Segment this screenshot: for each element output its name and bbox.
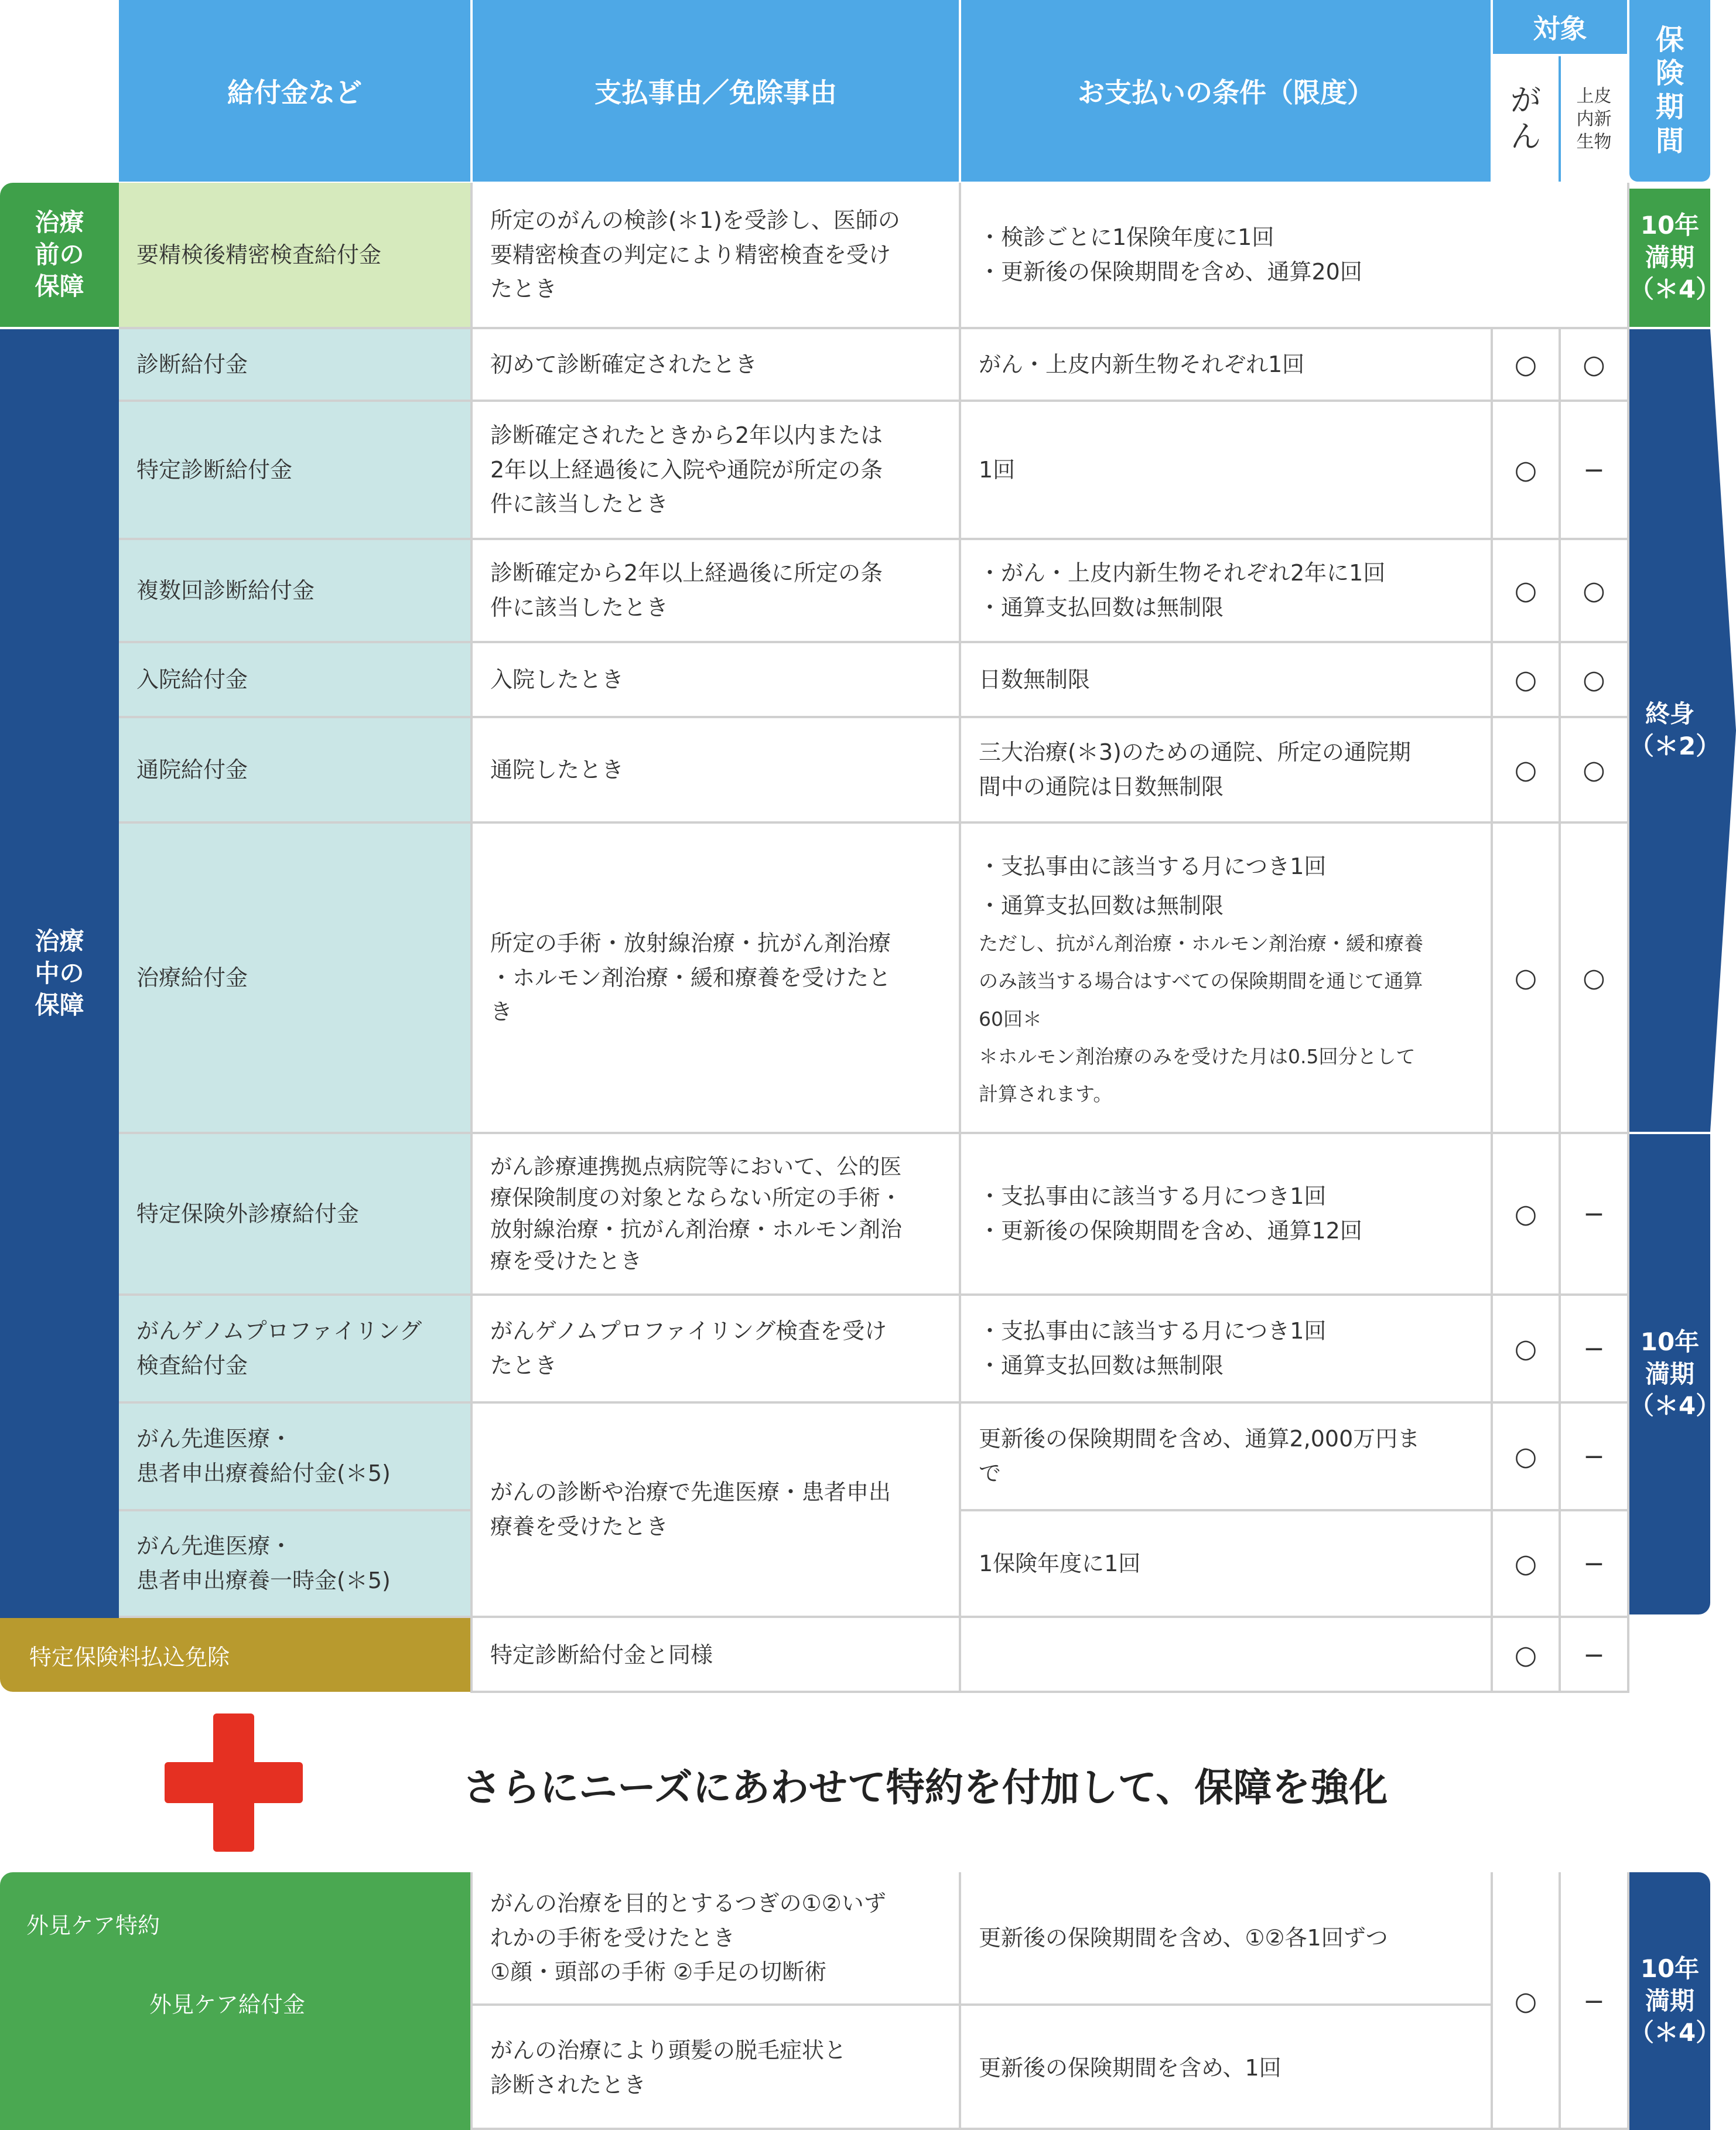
header-divider <box>1491 0 1493 182</box>
rider-name-block <box>0 1872 470 2130</box>
row-10-condition: 1保険年度に1回 <box>961 1511 1491 1616</box>
section-during-treatment: 治療 中の 保障 <box>0 329 119 1618</box>
grid-line <box>119 821 1629 824</box>
header-target-split <box>1559 56 1561 182</box>
grid-line <box>119 1293 1629 1296</box>
grid-line <box>1491 1872 1493 2130</box>
waiver-reason: 特定診断給付金と同様 <box>473 1618 959 1692</box>
header-target-intraepithelial: 上皮 内新 生物 <box>1561 56 1627 182</box>
row-7-condition: ・支払事由に該当する月につき1回 ・更新後の保険期間を含め、通算12回 <box>961 1134 1491 1293</box>
plus-icon <box>165 1713 303 1852</box>
row-1-intra-mark: ○ <box>1583 349 1605 380</box>
row-7-name: 特定保険外診療給付金 <box>119 1134 470 1293</box>
rider-cancer-mark: ○ <box>1514 1986 1537 2016</box>
period-rider: 10年 満期 （＊4） <box>1629 1872 1710 2130</box>
rider-row-0-condition: 更新後の保険期間を含め、①②各1回ずつ <box>961 1872 1491 2003</box>
section-divider <box>0 327 119 329</box>
row-6-intra-mark: ○ <box>1583 962 1605 993</box>
period-pre: 10年 満期 （＊4） <box>1629 189 1710 327</box>
grid-line <box>119 538 1629 540</box>
row-4-reason: 入院したとき <box>473 643 959 716</box>
row-2-intra-mark: − <box>1583 455 1605 485</box>
grid-line <box>119 1401 1629 1404</box>
grid-line <box>470 1872 473 2130</box>
row-3-intra-mark: ○ <box>1583 575 1605 606</box>
grid-line <box>959 1872 961 2130</box>
period-ten-year: 10年 満期 （＊4） <box>1629 1134 1710 1614</box>
waiver-condition <box>961 1618 1491 1692</box>
grid-line <box>1627 1872 1629 2130</box>
row-7-intra-mark: − <box>1583 1199 1605 1229</box>
row-8-intra-mark: − <box>1583 1333 1605 1364</box>
row-3-condition: ・がん・上皮内新生物それぞれ2年に1回 ・通算支払回数は無制限 <box>961 540 1491 641</box>
grid-line <box>119 400 1629 402</box>
section-divider <box>1629 1132 1735 1134</box>
header-target-cancer: が ん <box>1493 56 1559 182</box>
rider-row-0-reason: がんの治療を目的とするつぎの①②いず れかの手術を受けたとき ①顔・頭部の手術 ②手足の切断術 <box>473 1872 959 2003</box>
row-3-cancer-mark: ○ <box>1514 575 1537 606</box>
waiver-intra-mark: − <box>1583 1640 1605 1670</box>
rider-benefit-name: 外見ケア給付金 <box>149 1992 306 2018</box>
row-6-condition-main: ・支払事由に該当する月につき1回 ・通算支払回数は無制限 <box>979 854 1327 919</box>
header-divider <box>470 0 473 182</box>
grid-line <box>119 641 1629 643</box>
header-divider <box>959 0 961 182</box>
row-9-condition: 更新後の保険期間を含め、通算2,000万円ま で <box>961 1404 1491 1509</box>
row-2-name: 特定診断給付金 <box>119 402 470 538</box>
headline: さらにニーズにあわせて特約を付加して、保障を強化 <box>463 1764 1388 1810</box>
header-divider <box>1627 0 1629 182</box>
grid-line <box>470 2128 1629 2130</box>
row-2-cancer-mark: ○ <box>1514 455 1537 485</box>
row-3-reason: 診断確定から2年以上経過後に所定の条 件に該当したとき <box>473 540 959 641</box>
grid-line <box>1491 327 1493 1693</box>
row-10-name: がん先進医療・ 患者申出療養一時金(＊5) <box>119 1511 470 1616</box>
row-6-name: 治療給付金 <box>119 824 470 1132</box>
row-1-cancer-mark: ○ <box>1514 349 1537 380</box>
row-6-reason: 所定の手術・放射線治療・抗がん剤治療 ・ホルモン剤治療・緩和療養を受けたと き <box>473 824 959 1132</box>
row-8-name: がんゲノムプロファイリング 検査給付金 <box>119 1296 470 1401</box>
row-9-intra-mark: − <box>1583 1441 1605 1472</box>
row-1-name: 診断給付金 <box>119 329 470 400</box>
grid-line <box>119 1132 1629 1134</box>
rider-title: 外見ケア特約 <box>26 1913 160 1938</box>
rider-row-1-condition: 更新後の保険期間を含め、1回 <box>961 2006 1491 2130</box>
grid-line <box>1627 183 1629 1693</box>
row-5-intra-mark: ○ <box>1583 755 1605 785</box>
section-pre-treatment: 治療 前の 保障 <box>0 183 119 327</box>
row-9-name: がん先進医療・ 患者申出療養給付金(＊5) <box>119 1404 470 1509</box>
grid-line <box>470 1691 1629 1693</box>
row-7-reason: がん診療連携拠点病院等において、公的医 療保険制度の対象とならない所定の手術・ 放射線治療・抗がん剤治療・ホルモン剤治 療を受けたとき <box>473 1134 959 1293</box>
row-6-condition-note: ただし、抗がん剤治療・ホルモン剤治療・緩和療養 のみ該当する場合はすべての保険期間を通じて通算 60回＊ ＊ホルモン剤治療のみを受けた月は0.5回分として 計算されます。 <box>979 932 1423 1106</box>
grid-line <box>1559 1872 1561 2130</box>
row-10-cancer-mark: ○ <box>1514 1548 1537 1579</box>
row-2-condition: 1回 <box>961 402 1491 538</box>
row-6-condition <box>961 824 1491 1132</box>
row-2-reason: 診断確定されたときから2年以内または 2年以上経過後に入院や通院が所定の条 件に該当したとき <box>473 402 959 538</box>
grid-line <box>470 183 473 1693</box>
row-5-condition: 三大治療(＊3)のための通院、所定の通院期 間中の通院は日数無制限 <box>961 718 1491 821</box>
header-reason: 支払事由／免除事由 <box>473 0 959 182</box>
header-target: 対象 <box>1493 0 1627 54</box>
row-9-reason: がんの診断や治療で先進医療・患者申出 療養を受けたとき <box>473 1404 959 1616</box>
grid-line <box>119 327 1629 329</box>
row-10-intra-mark: − <box>1583 1548 1605 1579</box>
grid-line <box>119 1509 473 1511</box>
waiver-cancer-mark: ○ <box>1514 1640 1537 1670</box>
row-8-reason: がんゲノムプロファイリング検査を受け たとき <box>473 1296 959 1401</box>
row-4-name: 入院給付金 <box>119 643 470 716</box>
header-period: 保 険 期 間 <box>1629 0 1710 182</box>
rider-row-1-reason: がんの治療により頭髪の脱毛症状と 診断されたとき <box>473 2006 959 2130</box>
section-divider <box>1629 327 1710 329</box>
row-0-name: 要精検後精密検査給付金 <box>119 183 470 327</box>
row-0-condition: ・検診ごとに1保険年度に1回 ・更新後の保険期間を含め、通算20回 <box>961 183 1627 327</box>
row-5-reason: 通院したとき <box>473 718 959 821</box>
row-1-reason: 初めて診断確定されたとき <box>473 329 959 400</box>
period-lifetime: 終身 （＊2） <box>1629 699 1721 760</box>
row-3-name: 複数回診断給付金 <box>119 540 470 641</box>
row-8-cancer-mark: ○ <box>1514 1333 1537 1364</box>
row-6-cancer-mark: ○ <box>1514 962 1537 993</box>
grid-line <box>959 1509 1629 1511</box>
header-benefit: 給付金など <box>119 0 470 182</box>
grid-line <box>470 2003 1491 2006</box>
header-condition: お支払いの条件（限度） <box>961 0 1491 182</box>
row-4-cancer-mark: ○ <box>1514 664 1537 695</box>
grid-line <box>1559 327 1561 1693</box>
row-4-intra-mark: ○ <box>1583 664 1605 695</box>
row-5-name: 通院給付金 <box>119 718 470 821</box>
row-4-condition: 日数無制限 <box>961 643 1491 716</box>
row-0-reason: 所定のがんの検診(＊1)を受診し、医師の 要精密検査の判定により精密検査を受け たとき <box>473 183 959 327</box>
row-5-cancer-mark: ○ <box>1514 755 1537 785</box>
grid-line <box>119 716 1629 718</box>
rider-intra-mark: − <box>1583 1986 1605 2016</box>
section-waiver: 特定保険料払込免除 <box>0 1618 470 1692</box>
row-7-cancer-mark: ○ <box>1514 1199 1537 1229</box>
grid-line <box>119 1616 1629 1618</box>
row-1-condition: がん・上皮内新生物それぞれ1回 <box>961 329 1491 400</box>
row-8-condition: ・支払事由に該当する月につき1回 ・通算支払回数は無制限 <box>961 1296 1491 1401</box>
grid-line <box>959 183 961 1693</box>
row-9-cancer-mark: ○ <box>1514 1441 1537 1472</box>
